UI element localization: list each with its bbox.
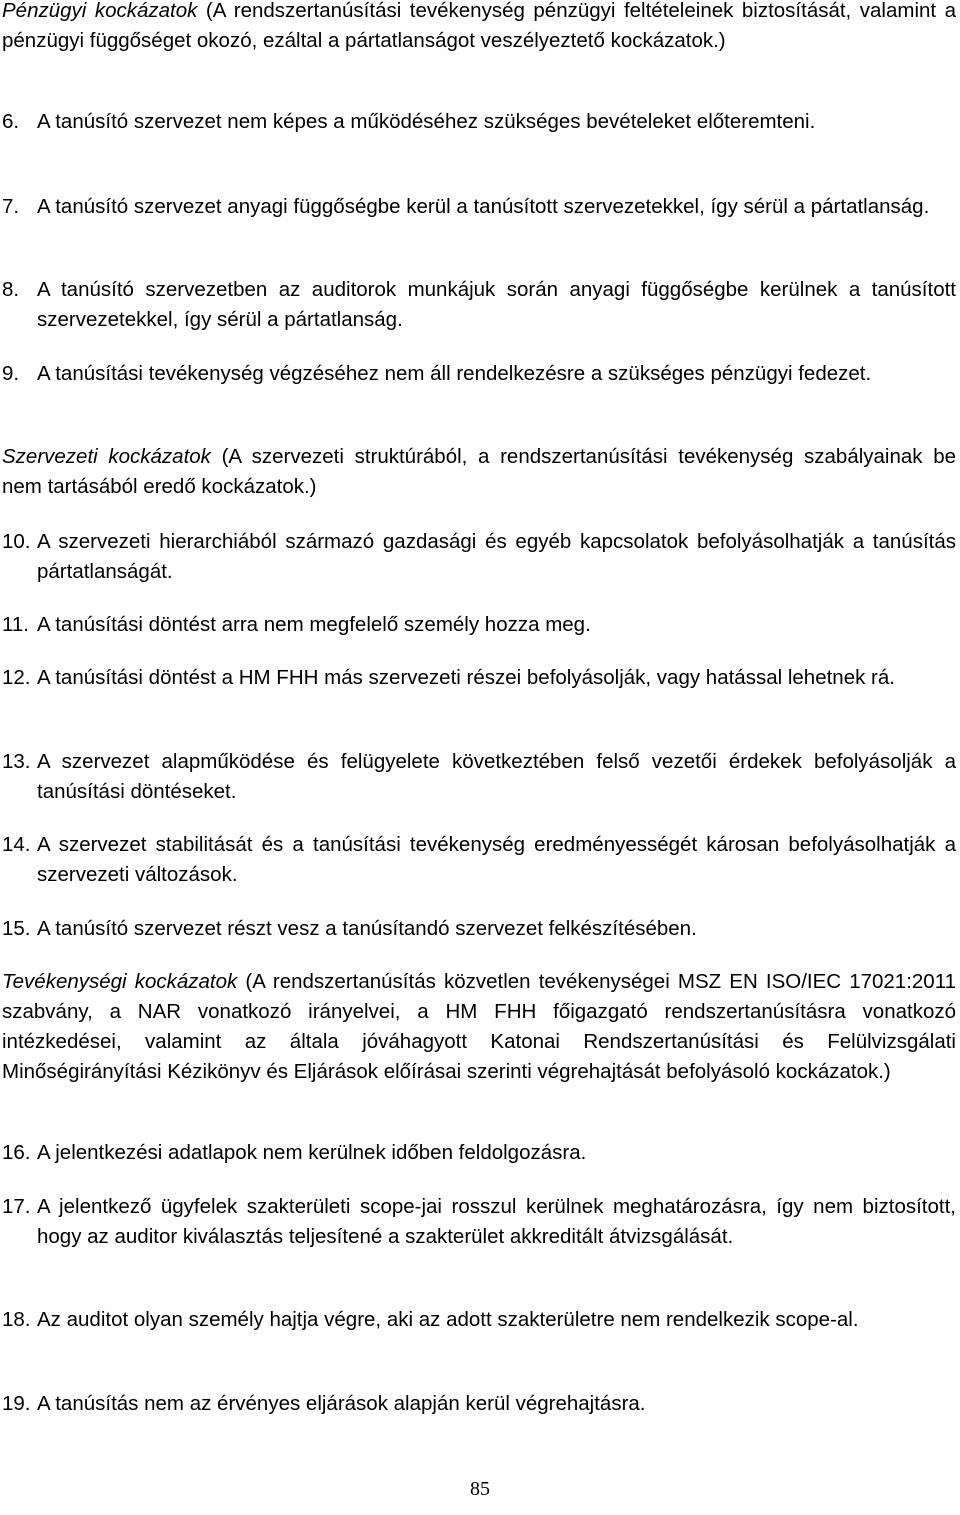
- item-number: 13.: [2, 750, 31, 773]
- item-number: 15.: [2, 917, 31, 940]
- item-number: 8.: [2, 278, 20, 301]
- list-item: [2, 914, 956, 944]
- item-number: 12.: [2, 666, 31, 689]
- list-item: [2, 610, 956, 640]
- list-item: [2, 830, 956, 890]
- item-text: A jelentkező ügyfelek szakterületi scope-jai rosszul kerülnek meghatározásra, így nem biztosított, hogy az auditor kiválasztás teljesítené a szakterület akkreditált átvizsgálását.: [37, 1195, 956, 1248]
- item-text: A tanúsítási tevékenység végzéséhez nem áll rendelkezésre a szükséges pénzügyi fedezet.: [37, 362, 872, 385]
- item-number: 10.: [2, 530, 31, 553]
- item-number: 19.: [2, 1392, 31, 1415]
- item-text: A tanúsítás nem az érvényes eljárások alapján kerül végrehajtásra.: [37, 1392, 646, 1415]
- list-item: [2, 1305, 956, 1335]
- item-text: A szervezet alapműködése és felügyelete következtében felső vezetői érdekek befolyásolják a tanúsítási döntéseket.: [37, 750, 956, 803]
- item-number: 7.: [2, 195, 20, 218]
- item-text: A jelentkezési adatlapok nem kerülnek időben feldolgozásra.: [37, 1141, 587, 1164]
- list-item: [2, 663, 956, 693]
- list-item: [2, 275, 956, 335]
- item-text: A tanúsító szervezetben az auditorok munkájuk során anyagi függőségbe kerülnek a tanúsított szervezetekkel, így sérül a pártatlanság.: [37, 278, 956, 331]
- section-description: (A rendszertanúsítási tevékenység pénzügyi feltételeinek biztosítását, valamint a pénzügyi függőséget okozó, ezáltal a pártatlanságot veszélyeztető kockázatok.): [2, 0, 957, 52]
- list-item: [2, 747, 956, 807]
- list-item: [2, 1389, 956, 1419]
- list-item: [2, 359, 956, 389]
- list-item: [2, 527, 956, 587]
- item-number: 9.: [2, 362, 20, 385]
- section-heading: Pénzügyi kockázatok: [2, 0, 198, 22]
- item-text: A tanúsító szervezet nem képes a működéséhez szükséges bevételeket előteremteni.: [37, 110, 816, 133]
- item-number: 17.: [2, 1195, 31, 1218]
- item-number: 6.: [2, 110, 20, 133]
- item-text: A tanúsítási döntést arra nem megfelelő személy hozza meg.: [37, 613, 591, 636]
- section-heading: Tevékenységi kockázatok: [2, 970, 238, 993]
- section-activity-risks: [2, 967, 956, 1087]
- section-description: (A szervezeti struktúrából, a rendszertanúsítási tevékenység szabályainak be nem tartásából eredő kockázatok.): [2, 445, 956, 498]
- page-number: 85: [470, 1478, 490, 1500]
- item-text: A tanúsító szervezet részt vesz a tanúsítandó szervezet felkészítésében.: [37, 917, 697, 940]
- item-number: 16.: [2, 1141, 31, 1164]
- item-number: 11.: [2, 613, 29, 636]
- section-financial-risks: [2, 0, 956, 56]
- item-number: 14.: [2, 833, 31, 856]
- list-item: [2, 1138, 956, 1168]
- item-text: A tanúsító szervezet anyagi függőségbe kerül a tanúsított szervezetekkel, így sérül a pártatlanság.: [37, 195, 930, 218]
- list-item: [2, 107, 956, 137]
- section-heading: Szervezeti kockázatok: [2, 445, 211, 468]
- item-number: 18.: [2, 1308, 31, 1331]
- list-item: [2, 192, 956, 222]
- section-intro: [2, 0, 956, 56]
- list-item: [2, 1192, 956, 1252]
- section-organizational-risks: [2, 442, 956, 502]
- item-text: Az auditot olyan személy hajtja végre, aki az adott szakterületre nem rendelkezik scope-al.: [37, 1308, 859, 1331]
- section-description: (A rendszertanúsítás közvetlen tevékenységei MSZ EN ISO/IEC 17021:2011 szabvány, a NAR vonatkozó irányelvei, a HM FHH főigazgató rendszertanúsításra vonatkozó intézkedései, valamint az általa jóváhagyott Katonai Rendszertanúsítási és Felülvizsgálati Minőségirányítási Kézikönyv és Eljárások előírásai szerinti végrehajtását befolyásoló kockázatok.): [2, 970, 956, 1083]
- item-text: A tanúsítási döntést a HM FHH más szervezeti részei befolyásolják, vagy hatással lehetnek rá.: [37, 666, 895, 689]
- item-text: A szervezeti hierarchiából származó gazdasági és egyéb kapcsolatok befolyásolhatják a tanúsítás pártatlanságát.: [37, 530, 956, 583]
- section-intro: [2, 442, 956, 502]
- item-text: A szervezet stabilitását és a tanúsítási tevékenység eredményességét károsan befolyásolhatják a szervezeti változások.: [37, 833, 956, 886]
- section-intro: [2, 967, 956, 1087]
